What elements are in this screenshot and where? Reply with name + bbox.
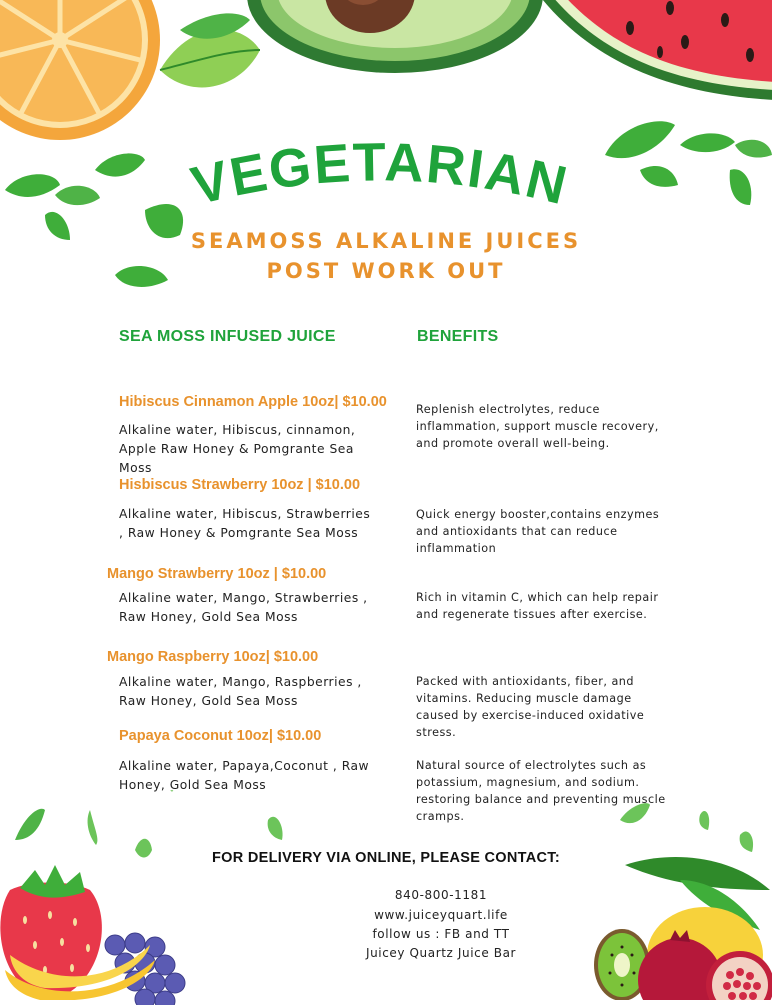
page-title [120, 118, 640, 238]
contact-heading: FOR DELIVERY VIA ONLINE, PLEASE CONTACT: [212, 850, 560, 866]
item-description: Alkaline water, Papaya,Coconut , Raw Honey, Gold Sea Moss [119, 759, 370, 792]
item-benefit: Natural source of electrolytes such as potassium, magnesium, and sodium. restoring balance and preventing muscle cramps. [416, 759, 666, 823]
item-title: Mango Raspberry 10oz| $10.00 [107, 649, 319, 665]
item-title: Papaya Coconut 10oz| $10.00 [119, 728, 322, 744]
watermelon-icon [535, 0, 772, 110]
page-title-text: VEGETARIAN [185, 132, 575, 217]
item-benefit: Quick energy booster,contains enzymes and antioxidants that can reduce inflammation [416, 508, 660, 555]
left-column-heading: SEA MOSS INFUSED JUICE [119, 328, 336, 345]
subtitle-line-2: POST WORK OUT [266, 259, 506, 283]
subtitle-line-1: SEAMOSS ALKALINE JUICES [190, 229, 582, 253]
item-title: Mango Strawberry 10oz | $10.00 [107, 566, 327, 582]
contact-phone: 840-800-1181 [394, 888, 488, 902]
pomegranate-icon [635, 930, 772, 1000]
item-description: Alkaline water, Hibiscus, Strawberries , Raw Honey & Pomgrante Sea Moss [119, 507, 371, 540]
contact-business-name: Juicey Quartz Juice Bar [365, 946, 517, 960]
banana-icon [0, 940, 160, 1000]
contact-social: follow us : FB and TT [372, 927, 510, 941]
item-benefit: Replenish electrolytes, reduce inflammation, support muscle recovery, and promote overall well-being. [416, 403, 659, 450]
avocado-icon [245, 0, 545, 75]
item-description: Alkaline water, Hibiscus, cinnamon, Apple Raw Honey & Pomgrante Sea Moss [119, 423, 356, 475]
item-benefit: Rich in vitamin C, which can help repair and regenerate tissues after exercise. [416, 591, 659, 621]
item-description: Alkaline water, Mango, Strawberries , Raw Honey, Gold Sea Moss [119, 591, 368, 624]
contact-website: www.juiceyquart.life [374, 908, 508, 922]
right-column-heading: BENEFITS [417, 328, 499, 345]
item-title: Hisbiscus Strawberry 10oz | $10.00 [119, 477, 361, 493]
item-title: Hibiscus Cinnamon Apple 10oz| $10.00 [119, 394, 387, 410]
item-benefit: Packed with antioxidants, fiber, and vitamins. Reducing muscle damage caused by exercise-induced oxidative stress. [416, 675, 645, 739]
svg-text:VEGETARIAN [186, 132, 574, 216]
item-description: Alkaline water, Mango, Raspberries , Raw Honey, Gold Sea Moss [119, 675, 362, 708]
